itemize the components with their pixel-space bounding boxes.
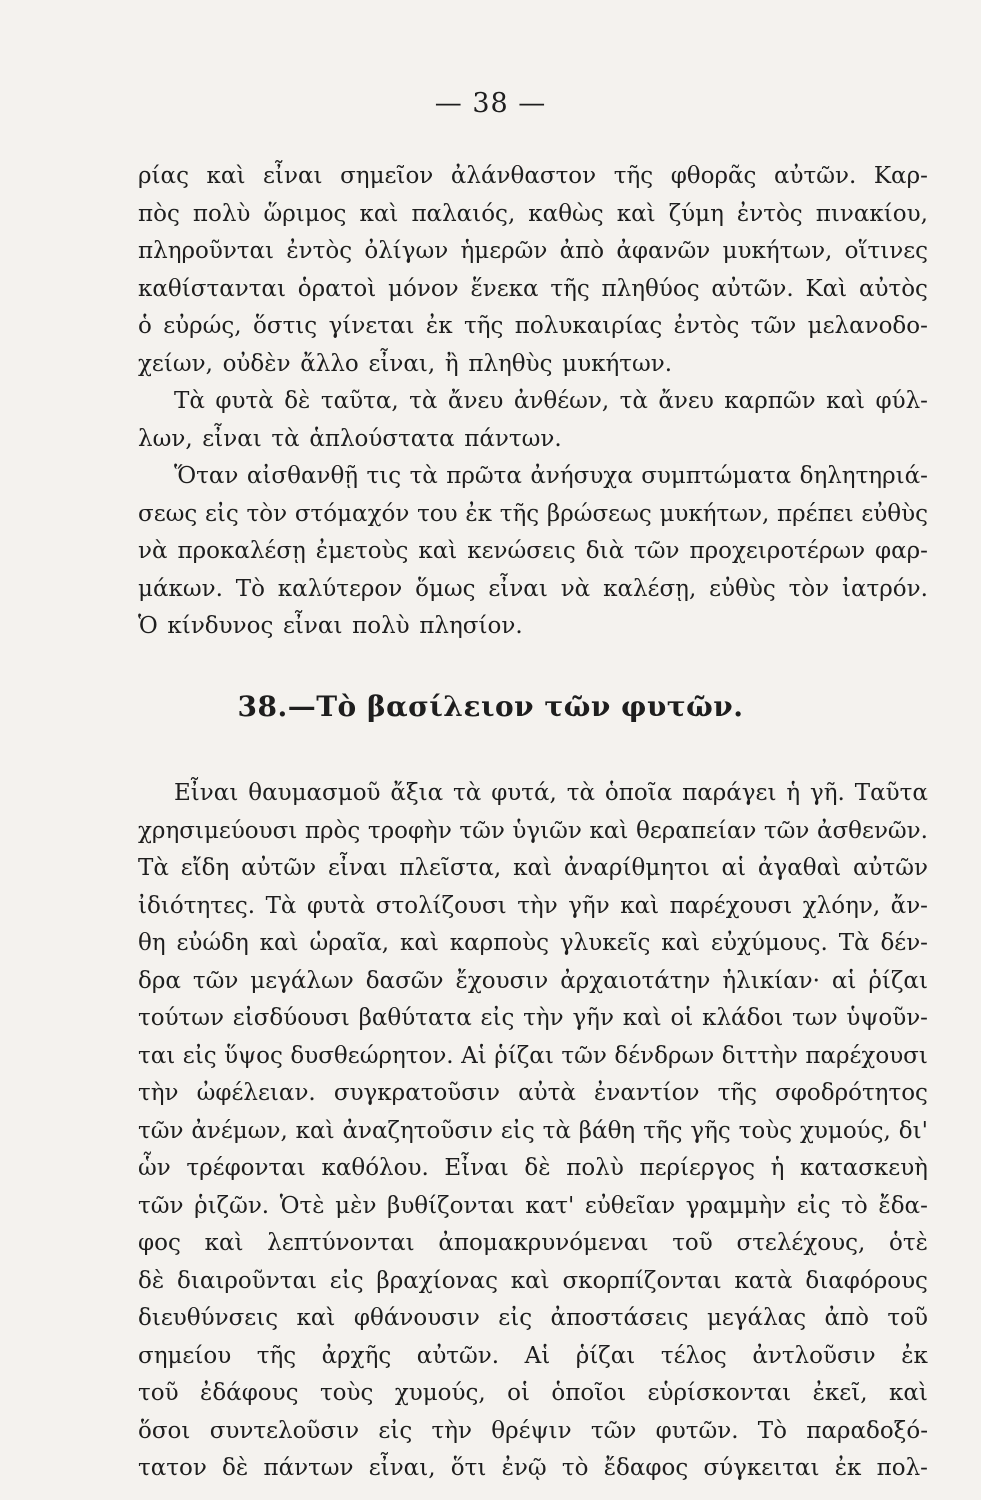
text-line: μάκων. Τὸ καλύτερον ὅμως εἶναι νὰ καλέσῃ, εὐθὺς τὸν ἰατρόν. xyxy=(138,575,928,602)
page-number: — 38 — xyxy=(434,88,547,119)
text-line: δρα τῶν μεγάλων δασῶν ἔχουσιν ἀρχαιοτάτην ἡλικίαν· αἱ ῥίζαι xyxy=(138,967,928,994)
text-line: τὴν ὠφέλειαν. συγκρατοῦσιν αὐτὰ ἐναντίον τῆς σφοδρότητος xyxy=(138,1080,928,1106)
text-line: τοῦ ἐδάφους τοὺς χυμούς, οἱ ὁποῖοι εὑρίσκονται ἐκεῖ, καὶ xyxy=(138,1380,928,1406)
text-line: ἰδιότητες. Τὰ φυτὰ στολίζουσι τὴν γῆν καὶ παρέχουσι χλόην, ἄν- xyxy=(138,892,928,919)
text-line: Εἶναι θαυμασμοῦ ἄξια τὰ φυτά, τὰ ὁποῖα παράγει ἡ γῆ. Ταῦτα xyxy=(174,780,928,806)
text-line: διευθύνσεις καὶ φθάνουσιν εἰς ἀποστάσεις μεγάλας ἀπὸ τοῦ xyxy=(138,1305,928,1331)
section-heading: 38.—Τὸ βασίλειον τῶν φυτῶν. xyxy=(237,690,744,723)
paragraph xyxy=(138,383,928,458)
text-line: λων, εἶναι τὰ ἁπλούστατα πάντων. xyxy=(138,425,562,452)
text-line: πὸς πολὺ ὥριμος καὶ παλαιός, καθὼς καὶ ζύμη ἐντὸς πινακίου, xyxy=(138,200,928,227)
text-line: χείων, οὐδὲν ἄλλο εἶναι, ἢ πληθὺς μυκήτων. xyxy=(138,350,673,377)
text-line: θη εὐώδη καὶ ὡραῖα, καὶ καρποὺς γλυκεῖς καὶ εὐχύμους. Τὰ δέν- xyxy=(138,930,928,956)
paragraph xyxy=(138,158,928,383)
text-line: τατον δὲ πάντων εἶναι, ὅτι ἐνῷ τὸ ἔδαφος σύγκειται ἐκ πολ- xyxy=(138,1455,928,1481)
text-line: τούτων εἰσδύουσι βαθύτατα εἰς τὴν γῆν καὶ οἱ κλάδοι των ὑψοῦν- xyxy=(138,1005,928,1031)
text-line: δὲ διαιροῦνται εἰς βραχίονας καὶ σκορπίζονται κατὰ διαφόρους xyxy=(138,1267,928,1294)
text-block-bottom xyxy=(138,775,928,1488)
text-line: ὁ εὐρώς, ὅστις γίνεται ἐκ τῆς πολυκαιρίας ἐντὸς τῶν μελανοδο- xyxy=(138,313,928,339)
text-line: χρησιμεύουσι πρὸς τροφὴν τῶν ὑγιῶν καὶ θεραπείαν τῶν ἀσθενῶν. xyxy=(138,817,928,844)
text-line: νὰ προκαλέσῃ ἐμετοὺς καὶ κενώσεις διὰ τῶν προχειροτέρων φαρ- xyxy=(138,538,928,564)
paragraph xyxy=(138,775,928,1488)
text-line: ὧν τρέφονται καθόλου. Εἶναι δὲ πολὺ περίεργος ἡ κατασκευὴ xyxy=(138,1155,928,1181)
paragraph xyxy=(138,458,928,646)
text-line: σεως εἰς τὸν στόμαχόν του ἐκ τῆς βρώσεως μυκήτων, πρέπει εὐθὺς xyxy=(138,500,928,527)
text-line: ται εἰς ὕψος δυσθεώρητον. Αἱ ῥίζαι τῶν δένδρων διττὴν παρέχουσι xyxy=(138,1042,928,1069)
text-line: καθίστανται ὁρατοὶ μόνον ἕνεκα τῆς πληθύος αὐτῶν. Καὶ αὐτὸς xyxy=(138,275,928,302)
text-line: Τὰ εἴδη αὐτῶν εἶναι πλεῖστα, καὶ ἀναρίθμητοι αἱ ἀγαθαὶ αὐτῶν xyxy=(138,855,928,881)
text-line: ὅσοι συντελοῦσιν εἰς τὴν θρέψιν τῶν φυτῶν. Τὸ παραδοξό- xyxy=(138,1417,928,1444)
text-line: σημείου τῆς ἀρχῆς αὐτῶν. Αἱ ῥίζαι τέλος ἀντλοῦσιν ἐκ xyxy=(138,1342,928,1369)
text-line: τῶν ῥιζῶν. Ὁτὲ μὲν βυθίζονται κατ' εὐθεῖαν γραμμὴν εἰς τὸ ἔδα- xyxy=(138,1192,928,1219)
text-line: Τὰ φυτὰ δὲ ταῦτα, τὰ ἄνευ ἀνθέων, τὰ ἄνευ καρπῶν καὶ φύλ- xyxy=(174,388,928,414)
text-line: φος καὶ λεπτύνονται ἀπομακρυνόμεναι τοῦ στελέχους, ὁτὲ xyxy=(138,1230,928,1256)
text-line: Ὅταν αἰσθανθῇ τις τὰ πρῶτα ἀνήσυχα συμπτώματα δηλητηριά- xyxy=(174,463,928,489)
text-line: ρίας καὶ εἶναι σημεῖον ἀλάνθαστον τῆς φθορᾶς αὐτῶν. Καρ- xyxy=(138,163,928,189)
text-line: Ὁ κίνδυνος εἶναι πολὺ πλησίον. xyxy=(138,613,523,639)
text-block-top xyxy=(138,158,928,646)
text-line: τῶν ἀνέμων, καὶ ἀναζητοῦσιν εἰς τὰ βάθη τῆς γῆς τοὺς χυμούς, δι' xyxy=(138,1117,928,1144)
text-line: πληροῦνται ἐντὸς ὀλίγων ἡμερῶν ἀπὸ ἀφανῶν μυκήτων, οἵτινες xyxy=(138,238,928,264)
